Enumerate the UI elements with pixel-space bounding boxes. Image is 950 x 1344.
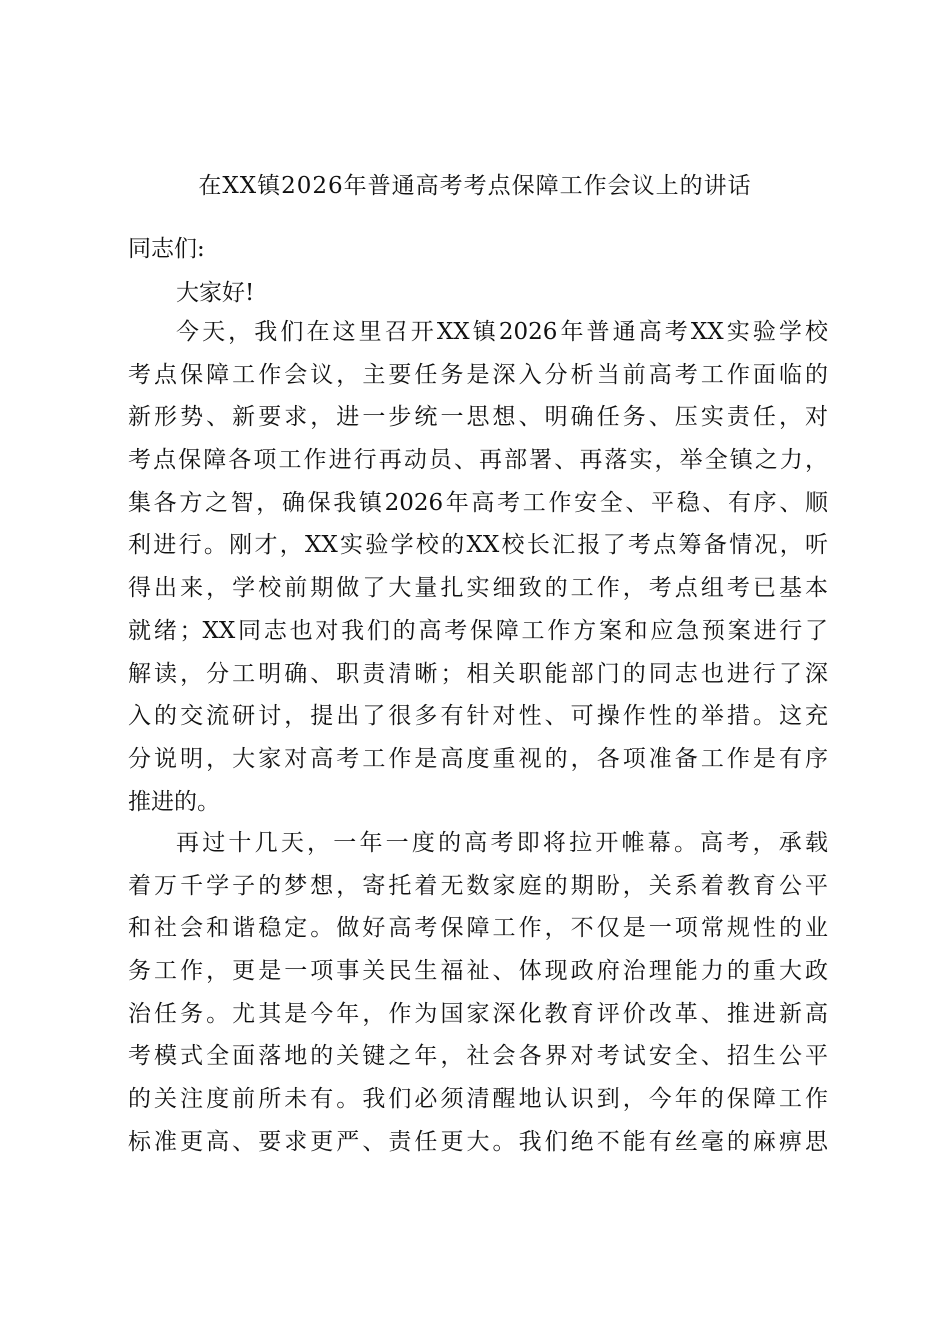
text-line: 新形势、新要求，进一步统一思想、明确任务、压实责任，对 bbox=[128, 404, 828, 431]
text-line: 推进的。 bbox=[128, 788, 220, 815]
text-line: 入的交流研讨，提出了很多有针对性、可操作性的举措。这充 bbox=[128, 703, 828, 730]
salutation: 同志们: bbox=[128, 236, 205, 262]
text-line: 考模式全面落地的关键之年，社会各界对考试安全、招生公平 bbox=[128, 1043, 828, 1070]
text-line: 和社会和谐稳定。做好高考保障工作，不仅是一项常规性的业 bbox=[128, 915, 828, 942]
text-line: 标准更高、要求更严、责任更大。我们绝不能有丝毫的麻痹思 bbox=[128, 1128, 828, 1155]
text-line: 考点保障工作会议，主要任务是深入分析当前高考工作面临的 bbox=[128, 361, 828, 388]
text-line: 分说明，大家对高考工作是高度重视的，各项准备工作是有序 bbox=[128, 745, 828, 772]
text-line: 今天，我们在这里召开XX镇2026年普通高考XX实验学校 bbox=[176, 319, 828, 345]
paragraph-1 bbox=[128, 311, 828, 823]
text-line: 得出来，学校前期做了大量扎实细致的工作，考点组考已基本 bbox=[128, 575, 828, 602]
text-line: 利进行。刚才，XX实验学校的XX校长汇报了考点筹备情况，听 bbox=[128, 532, 828, 559]
text-line: 集各方之智，确保我镇2026年高考工作安全、平稳、有序、顺 bbox=[128, 489, 828, 516]
paragraph-2 bbox=[128, 822, 828, 1164]
text-line: 治任务。尤其是今年，作为国家深化教育评价改革、推进新高 bbox=[128, 1000, 828, 1027]
text-line: 着万千学子的梦想，寄托着无数家庭的期盼，关系着教育公平 bbox=[128, 872, 828, 899]
greeting: 大家好! bbox=[176, 280, 255, 306]
text-line: 的关注度前所未有。我们必须清醒地认识到，今年的保障工作 bbox=[128, 1086, 828, 1113]
text-line: 再过十几天，一年一度的高考即将拉开帷幕。高考，承载 bbox=[176, 830, 828, 856]
text-line: 务工作，更是一项事关民生福祉、体现政府治理能力的重大政 bbox=[128, 958, 828, 985]
text-line: 解读，分工明确、职责清晰；相关职能部门的同志也进行了深 bbox=[128, 660, 828, 687]
document-title: 在XX镇2026年普通高考考点保障工作会议上的讲话 bbox=[198, 173, 752, 199]
text-line: 就绪；XX同志也对我们的高考保障工作方案和应急预案进行了 bbox=[128, 617, 828, 644]
text-line: 考点保障各项工作进行再动员、再部署、再落实，举全镇之力， bbox=[128, 447, 828, 474]
